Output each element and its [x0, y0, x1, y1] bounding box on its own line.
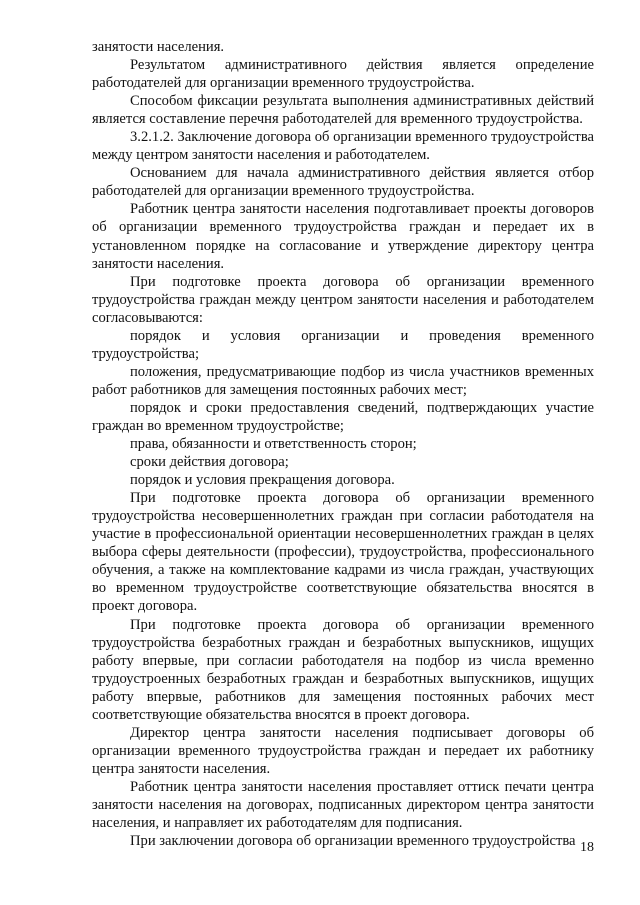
- paragraph: При подготовке проекта договора об организации временного трудоустройства несовершеннолетних граждан при согласии работодателя на участие в профессиональной ориентации несовершеннолетних граждан в целях выбора сферы деятельности (профессии), трудоустройства, профессионального обучения, а также на комплектование кадрами из числа граждан, участвующих во временном трудоустройстве соответствующие обязательства вносятся в проект договора.: [92, 490, 594, 615]
- paragraph: Работник центра занятости населения проставляет оттиск печати центра занятости населения на договорах, подписанных директором центра занятости населения, и направляет их работодателям для подписания.: [92, 778, 594, 832]
- list-item: положения, предусматривающие подбор из числа участников временных работ работников для замещения постоянных рабочих мест;: [92, 363, 594, 398]
- list-item: права, обязанности и ответственность сторон;: [130, 436, 417, 453]
- paragraph: При заключении договора об организации временного трудоустройства: [130, 833, 576, 850]
- paragraph: Результатом административного действия является определение работодателей для организации временного трудоустройства.: [92, 57, 594, 92]
- paragraph: занятости населения.: [92, 39, 225, 55]
- paragraph: При подготовке проекта договора об организации временного трудоустройства граждан между центром занятости населения и работодателем согласовываются:: [92, 273, 594, 326]
- paragraph: Работник центра занятости населения подготавливает проекты договоров об организации временного трудоустройства граждан и передает их в установленном порядке на согласование и утверждение директору центра занятости населения.: [92, 201, 594, 272]
- list-item: порядок и условия прекращения договора.: [130, 472, 395, 489]
- page-number: 18: [580, 840, 594, 855]
- list-item: порядок и условия организации и проведения временного трудоустройства;: [92, 327, 594, 362]
- paragraph: Директор центра занятости населения подписывает договоры об организации временного трудоустройства граждан и передает их работнику центра занятости населения.: [92, 724, 594, 777]
- section-heading-3-2-1-2: 3.2.1.2. Заключение договора об организации временного трудоустройства между центром занятости населения и работодателем.: [92, 129, 594, 164]
- list-item: сроки действия договора;: [130, 454, 289, 471]
- paragraph: Способом фиксации результата выполнения административных действий является составление перечня работодателей для временного трудоустройства.: [92, 93, 594, 128]
- document-body: [92, 38, 594, 850]
- paragraph: При подготовке проекта договора об организации временного трудоустройства безработных граждан и безработных выпускников, ищущих работу впервые, при согласии работодателя на подбор из числа временно трудоустроенных безработных граждан и безработных выпускников, ищущих работу впервые, работников для замещения постоянных рабочих мест соответствующие обязательства вносятся в проект договора.: [92, 616, 594, 723]
- list-item: порядок и сроки предоставления сведений, подтверждающих участие граждан во временном трудоустройстве;: [92, 399, 594, 434]
- paragraph: Основанием для начала административного действия является отбор работодателей для организации временного трудоустройства.: [92, 165, 594, 200]
